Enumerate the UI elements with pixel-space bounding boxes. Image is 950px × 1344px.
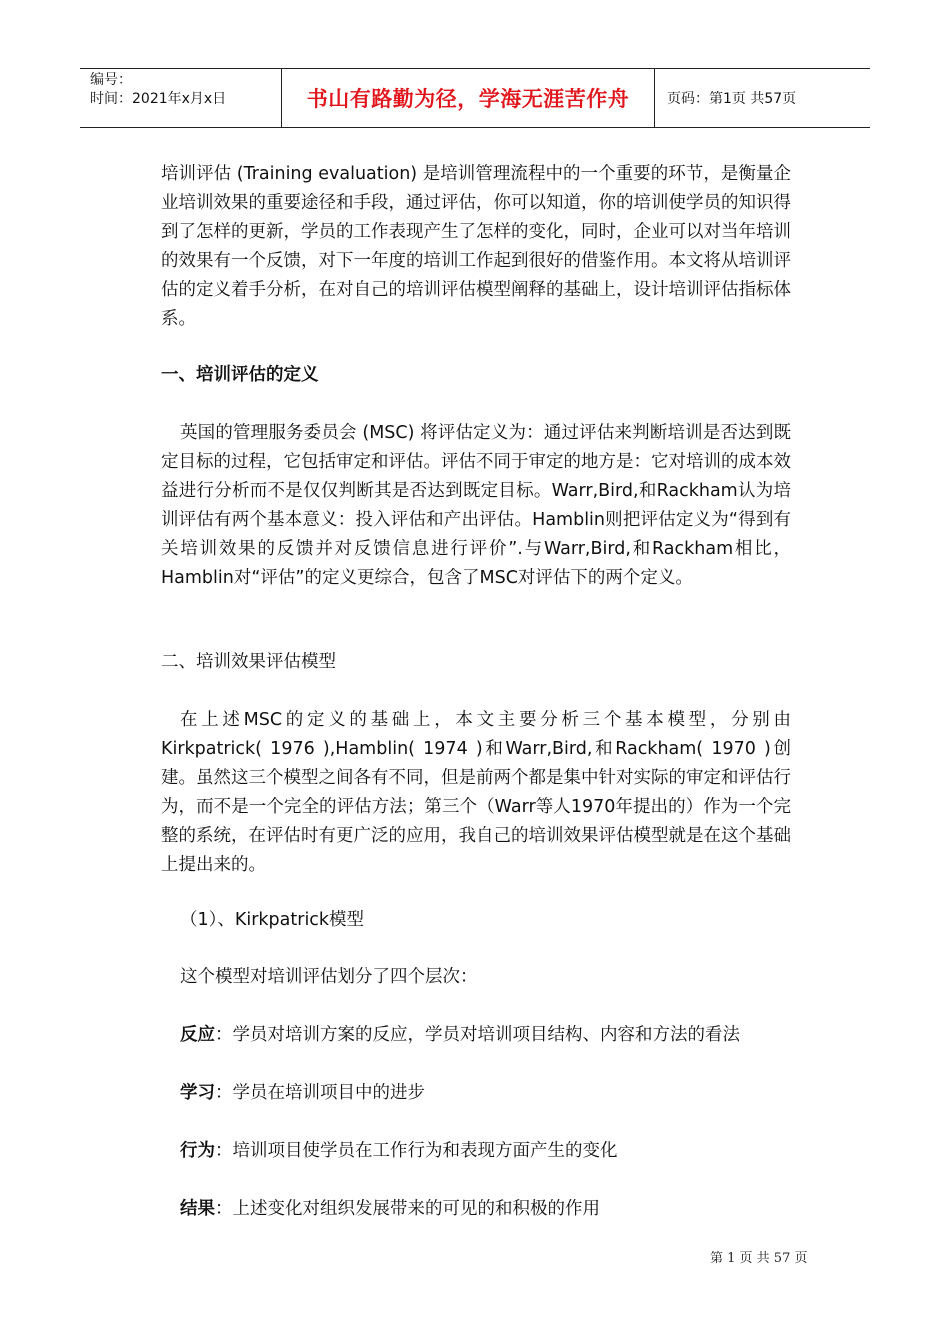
level-term: 反应 <box>180 1025 215 1045</box>
page-info: 页码：第1页 共57页 <box>667 91 797 107</box>
level-term: 学习 <box>180 1083 215 1103</box>
section1-title: 一、培训评估的定义 <box>161 365 319 385</box>
section2-text-block <box>161 706 791 880</box>
time-label: 时间：2021年x月x日 <box>90 91 227 107</box>
section2-paragraph: 在上述MSC的定义的基础上，本文主要分析三个基本模型，分别由Kirkpatrick( 1976 ),Hamblin( 1974 )和Warr,Bird,和Rackham( 1970 )创建。虽然这三个模型之间各有不同，但是前两个都是集中针对实际的审定和评估行为，而不是一个完全的评估方法；第三个（Warr等人1970年提出的）作为一个完整的系统，在评估时有更广泛的应用，我自己的培训效果评估模型就是在这个基础上提出来的。 <box>161 710 791 875</box>
page-footer <box>710 1247 807 1266</box>
header-meta-cell <box>80 69 282 127</box>
level-term: 结果 <box>180 1199 215 1219</box>
level-desc: ：学员在培训项目中的进步 <box>215 1083 425 1103</box>
level-item <box>180 1137 810 1166</box>
level-term: 行为 <box>180 1141 215 1161</box>
subsection1-title: （1）、Kirkpatrick模型 <box>180 910 365 930</box>
subsection1-heading-block <box>180 906 810 935</box>
section2-title: 二、培训效果评估模型 <box>161 652 336 672</box>
level-desc: ：上述变化对组织发展带来的可见的和积极的作用 <box>215 1199 600 1219</box>
serial-label: 编号： <box>90 72 132 88</box>
section1-text-block <box>161 419 791 593</box>
level-item <box>180 1079 810 1108</box>
levels-intro: 这个模型对培训评估划分了四个层次： <box>180 967 478 987</box>
header-page-cell <box>655 69 870 127</box>
footer-page-label: 第 1 页 共 57 页 <box>710 1251 808 1266</box>
levels-intro-block <box>180 963 810 992</box>
level-item <box>180 1021 810 1050</box>
section1-paragraph: 英国的管理服务委员会 (MSC) 将评估定义为：通过评估来判断培训是否达到既定目标的过程，它包括审定和评估。评估不同于审定的地方是：它对培训的成本效益进行分析而不是仅仅判断其是否达到既定目标。Warr,Bird,和Rackham认为培训评估有两个基本意义：投入评估和产出评估。Hamblin则把评估定义为“得到有关培训效果的反馈并对反馈信息进行评价”.与Warr,Bird,和Rackham相比，Hamblin对“评估”的定义更综合，包含了MSC对评估下的两个定义。 <box>161 423 791 588</box>
intro-paragraph: 培训评估 (Training evaluation) 是培训管理流程中的一个重要的环节，是衡量企业培训效果的重要途径和手段，通过评估，你可以知道，你的培训使学员的知识得到了怎样的更新，学员的工作表现产生了怎样的变化，同时，企业可以对当年培训的效果有一个反馈，对下一年度的培训工作起到很好的借鉴作用。本文将从培训评估的定义着手分析，在对自己的培训评估模型阐释的基础上，设计培训评估指标体系。 <box>161 164 791 329</box>
level-item <box>180 1195 810 1224</box>
level-desc: ：学员对培训方案的反应，学员对培训项目结构、内容和方法的看法 <box>215 1025 740 1045</box>
section1-heading-block <box>161 361 791 390</box>
section2-heading-block <box>161 648 791 677</box>
level-desc: ：培训项目使学员在工作行为和表现方面产生的变化 <box>215 1141 618 1161</box>
document-header <box>80 68 870 128</box>
intro-block <box>161 160 791 334</box>
header-motto-cell <box>282 69 655 127</box>
motto-text: 书山有路勤为径，学海无涯苦作舟 <box>306 87 630 111</box>
